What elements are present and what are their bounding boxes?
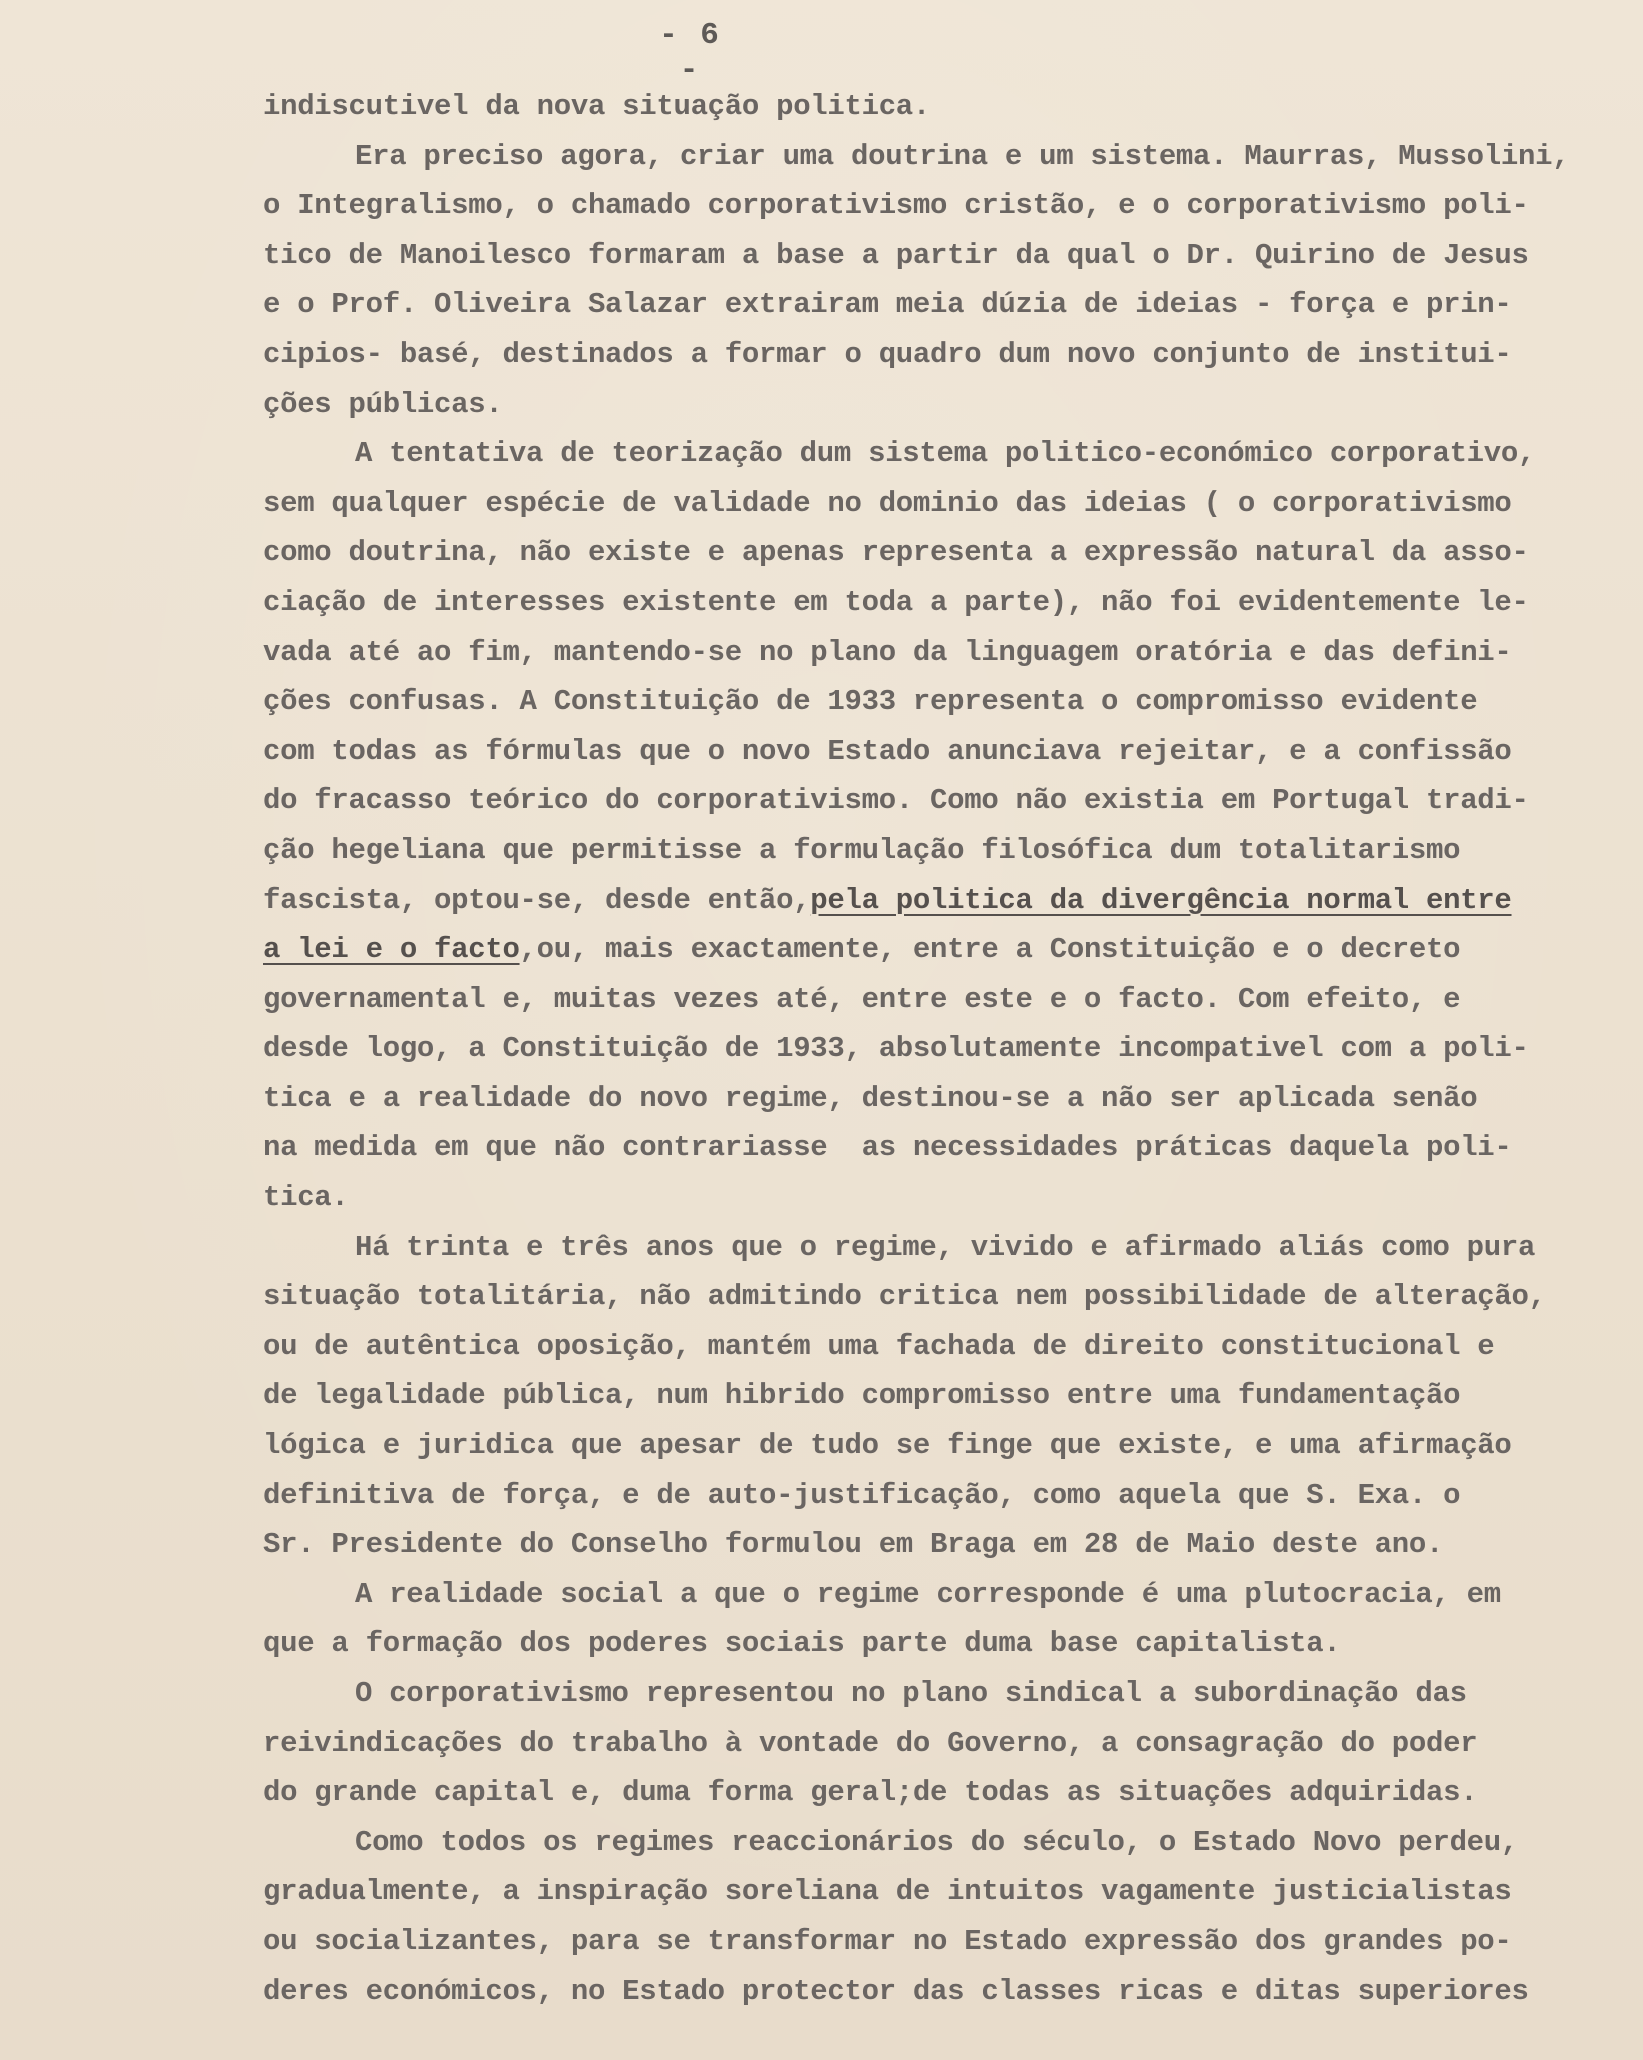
text-line: desde logo, a Constituição de 1933, absolutamente incompativel com a poli- xyxy=(263,1032,1529,1066)
text-line: Como todos os regimes reaccionários do século, o Estado Novo perdeu, xyxy=(355,1825,1518,1859)
text-line: ções confusas. A Constituição de 1933 representa o compromisso evidente xyxy=(263,685,1478,719)
text-line: ou de autêntica oposição, mantém uma fachada de direito constitucional e xyxy=(263,1329,1495,1363)
text-line: na medida em que não contrariasse as necessidades práticas daquela poli- xyxy=(263,1131,1512,1165)
text-line: sem qualquer espécie de validade no dominio das ideias ( o corporativismo xyxy=(263,486,1512,520)
text-line: tico de Manoilesco formaram a base a partir da qual o Dr. Quirino de Jesus xyxy=(263,238,1529,272)
underlined-phrase: pela politica da divergência normal entre xyxy=(810,883,1512,917)
page-body xyxy=(263,82,1603,2016)
text-line: definitiva de força, e de auto-justificação, como aquela que S. Exa. o xyxy=(263,1478,1461,1512)
text-segment: ,ou, mais exactamente, entre a Constituição e o decreto xyxy=(519,933,1461,967)
text-line: e o Prof. Oliveira Salazar extrairam meia dúzia de ideias - força e prin- xyxy=(263,288,1512,322)
text-line: A tentativa de teorização dum sistema politico-económico corporativo, xyxy=(355,437,1536,471)
text-line: vada até ao fim, mantendo-se no plano da linguagem oratória e das defini- xyxy=(263,635,1512,669)
text-line: Era preciso agora, criar uma doutrina e um sistema. Maurras, Mussolini, xyxy=(355,139,1570,173)
text-line: como doutrina, não existe e apenas representa a expressão natural da asso- xyxy=(263,536,1529,570)
text-line: ções públicas. xyxy=(263,387,503,421)
text-line: ciação de interesses existente em toda a parte), não foi evidentemente le- xyxy=(263,585,1529,619)
text-line: que a formação dos poderes sociais parte duma base capitalista. xyxy=(263,1627,1341,1661)
text-line: do grande capital e, duma forma geral;de todas as situações adquiridas. xyxy=(263,1776,1478,1810)
text-line: Sr. Presidente do Conselho formulou em Braga em 28 de Maio deste ano. xyxy=(263,1528,1444,1562)
text-line: ção hegeliana que permitisse a formulação filosófica dum totalitarismo xyxy=(263,833,1461,867)
text-line: com todas as fórmulas que o novo Estado anunciava rejeitar, e a confissão xyxy=(263,734,1512,768)
text-line: tica e a realidade do novo regime, destinou-se a não ser aplicada senão xyxy=(263,1081,1478,1115)
text-line: deres económicos, no Estado protector das classes ricas e ditas superiores xyxy=(263,1974,1529,2008)
text-line: indiscutivel da nova situação politica. xyxy=(263,90,931,123)
text-line: tica. xyxy=(263,1181,349,1215)
text-line: governamental e, muitas vezes até, entre este e o facto. Com efeito, e xyxy=(263,982,1461,1016)
text-line: do fracasso teórico do corporativismo. Como não existia em Portugal tradi- xyxy=(263,784,1529,818)
text-line: gradualmente, a inspiração soreliana de intuitos vagamente justicialistas xyxy=(263,1875,1512,1909)
underlined-phrase: a lei e o facto xyxy=(263,933,520,967)
text-line: de legalidade pública, num hibrido compromisso entre uma fundamentação xyxy=(263,1379,1461,1413)
text-line: o Integralismo, o chamado corporativismo cristão, e o corporativismo poli- xyxy=(263,189,1529,223)
text-segment: fascista, optou-se, desde então, xyxy=(263,883,811,917)
text-line: ou socializantes, para se transformar no Estado expressão dos grandes po- xyxy=(263,1924,1512,1958)
text-line: cipios- basé, destinados a formar o quadro dum novo conjunto de institui- xyxy=(263,337,1512,371)
text-line: O corporativismo representou no plano sindical a subordinação das xyxy=(355,1677,1467,1710)
text-line: lógica e juridica que apesar de tudo se finge que existe, e uma afirmação xyxy=(263,1429,1512,1463)
page-number: - 6 - xyxy=(659,18,721,88)
text-line: reivindicações do trabalho à vontade do Governo, a consagração do poder xyxy=(263,1726,1478,1760)
text-line xyxy=(263,876,1603,926)
text-line xyxy=(263,925,1603,975)
text-line: situação totalitária, não admitindo critica nem possibilidade de alteração, xyxy=(263,1280,1546,1314)
text-line: Há trinta e três anos que o regime, vivido e afirmado aliás como pura xyxy=(355,1230,1536,1264)
text-line: A realidade social a que o regime corresponde é uma plutocracia, em xyxy=(355,1577,1501,1611)
